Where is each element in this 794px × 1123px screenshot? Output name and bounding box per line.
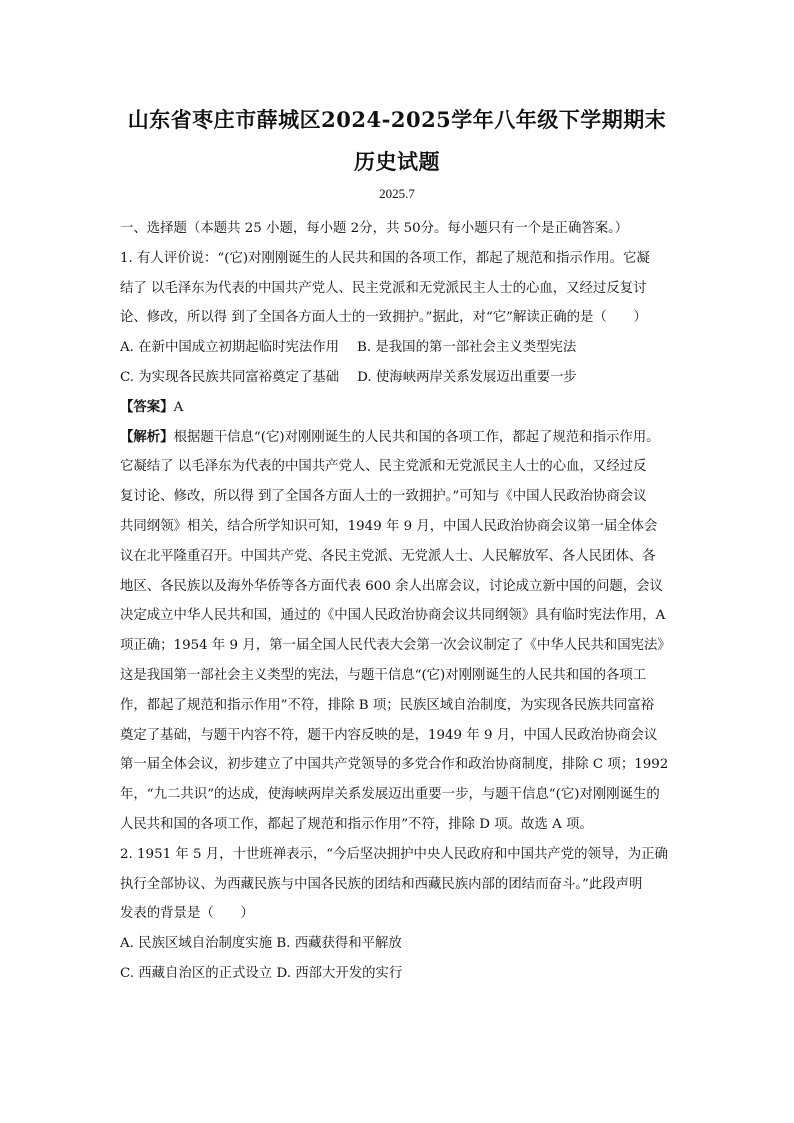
analysis-line: 议在北平隆重召开。中国共产党、各民主党派、无党派人士、人民解放军、各人民团体、各 (120, 548, 656, 564)
document-title: 山东省枣庄市薛城区2024-2025学年八年级下学期期末 (127, 107, 667, 132)
answer-line (120, 393, 694, 423)
analysis-line: 作，都起了规范和指示作用”不符，排除 B 项；民族区域自治制度，为实现各民族共同富裕 (120, 697, 655, 713)
analysis-line: 奠定了基础，与题干内容不符，题干内容反映的是，1949 年 9 月，中国人民政治协商会议 (120, 727, 658, 743)
analysis-line: 地区、各民族以及海外华侨等各方面代表 600 余人出席会议，讨论成立新中国的问题，会议 (120, 578, 663, 594)
question-2-options-row: C. 西藏自治区的正式设立 D. 西部大开发的实行 (120, 965, 403, 981)
document-subtitle: 历史试题 (354, 149, 440, 174)
question-2-stem-line: 执行全部协议、为西藏民族与中国各民族的团结和西藏民族内部的团结而奋斗。”此段声明 (120, 876, 643, 892)
section-heading: 一、选择题（本题共 25 小题，每小题 2分，共 50分。每小题只有一个是正确答案。） (120, 221, 629, 236)
question-2-stem-line: 2. 1951 年 5 月，十世班禅表示，“今后坚决拥护中央人民政府和中国共产党的领导，为正确 (120, 846, 668, 862)
answer-value: A (173, 399, 184, 415)
question-1-stem-line: 1. 有人评价说：“(它)对刚刚诞生的人民共和国的各项工作，都起了规范和指示作用。它凝 (120, 250, 650, 266)
analysis-line: 项正确；1954 年 9 月，第一届全国人民代表大会第一次会议制定了《中华人民共和国宪法》 (120, 638, 671, 654)
question-1 (120, 244, 694, 840)
analysis-line: 复讨论、修改，所以得 到了全国各方面人士的一致拥护。”可知与《中国人民政治协商会议 (120, 489, 647, 505)
question-2-stem-line: 发表的背景是（ ） (120, 906, 254, 922)
exam-date: 2025.7 (379, 186, 415, 201)
analysis-line: 人民共和国的各项工作，都起了规范和指示作用”不符，排除 D 项。故选 A 项。 (120, 816, 593, 832)
analysis-text: 根据题干信息“(它)对刚刚诞生的人民共和国的各项工作，都起了规范和指示作用。 (173, 429, 660, 445)
analysis-label: 【解析】 (120, 428, 174, 445)
analysis-line: 它凝结了 以毛泽东为代表的中国共产党人、民主党派和无党派民主人士的心血，又经过反 (120, 459, 647, 475)
analysis-line: 年，“九二共识”的达成，使海峡两岸关系发展迈出重要一步，与题干信息“(它)对刚刚诞生的 (120, 787, 660, 803)
document-body (120, 214, 694, 989)
question-2-options-row: A. 民族区域自治制度实施 B. 西藏获得和平解放 (120, 936, 402, 952)
option-c: C. 为实现各民族共同富裕奠定了基础 (120, 369, 340, 385)
analysis-line: 第一届全体会议，初步建立了中国共产党领导的多党合作和政治协商制度，排除 C 项；1992 (120, 757, 669, 773)
question-1-options-row (120, 333, 694, 363)
analysis-line: 这是我国第一部社会主义类型的宪法，与题干信息“(它)对刚刚诞生的人民共和国的各项工 (120, 667, 647, 683)
question-1-options-row (120, 363, 694, 393)
question-2 (120, 840, 694, 989)
question-1-stem-line: 论、修改，所以得 到了全国各方面人士的一致拥护。”据此，对“它”解读正确的是（ ） (120, 310, 647, 326)
option-a: A. 在新中国成立初期起临时宪法作用 (120, 340, 340, 356)
question-1-stem-line: 结了 以毛泽东为代表的中国共产党人、民主党派和无党派民主人士的心血，又经过反复讨 (120, 280, 647, 296)
analysis-line: 共同纲领》相关，结合所学知识可知，1949 年 9 月，中国人民政治协商会议第一届全体会 (120, 518, 658, 534)
answer-label: 【答案】 (120, 398, 174, 415)
analysis-line (120, 423, 694, 453)
option-d: D. 使海峡两岸关系发展迈出重要一步 (357, 369, 577, 385)
option-b: B. 是我国的第一部社会主义类型宪法 (357, 340, 577, 356)
analysis-line: 决定成立中华人民共和国，通过的《中国人民政治协商会议共同纲领》具有临时宪法作用，A (120, 608, 666, 624)
